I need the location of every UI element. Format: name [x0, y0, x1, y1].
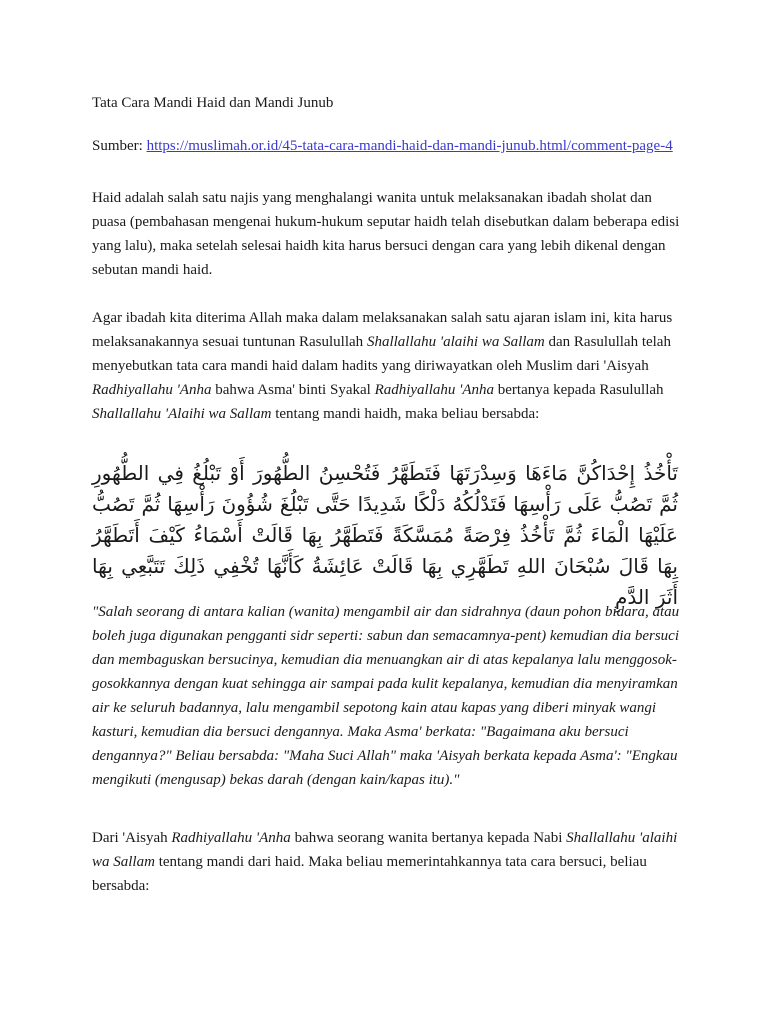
- source-line: [92, 137, 673, 155]
- p2-text-5: tentang mandi haidh, maka beliau bersabda:: [271, 406, 540, 422]
- source-label: Sumber:: [92, 138, 147, 154]
- paragraph-hadith-intro: [92, 306, 682, 426]
- p4-text-1: Dari 'Aisyah: [92, 830, 172, 846]
- p2-text-4: bertanya kepada Rasulullah: [494, 382, 664, 398]
- arabic-hadith: تَأْخُذُ إِحْدَاكُنَّ مَاءَهَا وَسِدْرَتَهَا فَتَطَهَّرُ فَتُحْسِنُ الطُّهُورَ أَوْ تَبْلُغُ فِي الطُّهُورِ ثُمَّ تَصُبُّ عَلَى رَأْسِهَا فَتَدْلُكُهُ دَلْكًا شَدِيدًا حَتَّى تَبْلُغَ شُؤُونَ رَأْسِهَا ثُمَّ تَصُبُّ عَلَيْهَا الْمَاءَ ثُمَّ تَأْخُذُ فِرْصَةً مُمَسَّكَةً فَتَطَهَّرُ بِهَا قَالَتْ أَسْمَاءُ كَيْفَ أَتَطَهَّرُ بِهَا قَالَ سُبْحَانَ اللهِ تَطَهَّرِي بِهَا قَالَتْ عَائِشَةُ كَأَنَّهَا تُخْفِي ذَلِكَ تَتَبَّعِي بِهَا أَثَرَ الدَّمِ: [92, 461, 678, 609]
- p2-italic-3: Radhiyallahu 'Anha: [374, 382, 495, 398]
- p2-italic-2: Radhiyallahu 'Anha: [92, 382, 212, 398]
- p4-text-2: bahwa seorang wanita bertanya kepada Nabi: [290, 830, 567, 846]
- document-title: Tata Cara Mandi Haid dan Mandi Junub: [92, 95, 334, 111]
- p2-text-1: Agar ibadah kita diterima Allah maka dalam melaksanakan salah satu ajaran islam ini, kita harus melaksanakannya sesuai tuntunan Rasulullah: [92, 310, 673, 350]
- p2-italic-4: Shallallahu 'Alaihi wa Sallam: [92, 406, 272, 422]
- p4-italic-2: Shallallahu 'alaihi wa Sallam: [92, 830, 678, 870]
- p2-italic-1: Shallallahu 'alaihi wa Sallam: [366, 334, 545, 350]
- p2-text-3: bahwa Asma' binti Syakal: [211, 382, 375, 398]
- p4-text-3: tentang mandi dari haid. Maka beliau memerintahkannya tata cara bersuci, beliau bersabda:: [92, 854, 647, 894]
- paragraph-intro: Haid adalah salah satu najis yang menghalangi wanita untuk melaksanakan ibadah sholat dan puasa (pembahasan mengenai hukum-hukum seputar haidh telah disebutkan dalam beberapa edisi yang lalu), maka setelah selesai haidh kita harus bersuci dengan cara yang lebih dikenal dengan sebutan mandi haid.: [92, 190, 680, 278]
- p2-text-2: dan Rasulullah telah menyebutkan tata cara mandi haid dalam hadits yang diriwayatkan oleh Muslim dari 'Aisyah: [92, 334, 671, 374]
- source-link[interactable]: https://muslimah.or.id/45-tata-cara-mandi-haid-dan-mandi-junub.html/comment-page-4: [146, 138, 673, 154]
- hadith-translation: "Salah seorang di antara kalian (wanita) mengambil air dan sidrahnya (daun pohon bidara, atau boleh juga digunakan pengganti sidr seperti: sabun dan semacamnya-pent) kemudian dia bersuci dan membaguskan bersucinya, kemudian dia menuangkan air di atas kepalanya lalu menggosok-gosokkannya dengan kuat sehingga air sampai pada kulit kepalanya, kemudian dia menyiramkan air ke seluruh badannya, lalu mengambil sepotong kain atau kapas yang diberi minyak wangi kasturi, kemudian dia bersuci dengannya. Maka Asma' berkata: "Bagaimana aku bersuci dengannya?" Beliau bersabda: "Maha Suci Allah" maka 'Aisyah berkata kepada Asma': "Engkau mengikuti (mengusap) bekas darah (dengan kain/kapas itu).": [92, 604, 680, 788]
- p4-italic-1: Radhiyallahu 'Anha: [171, 830, 291, 846]
- paragraph-aisyah: [92, 826, 682, 898]
